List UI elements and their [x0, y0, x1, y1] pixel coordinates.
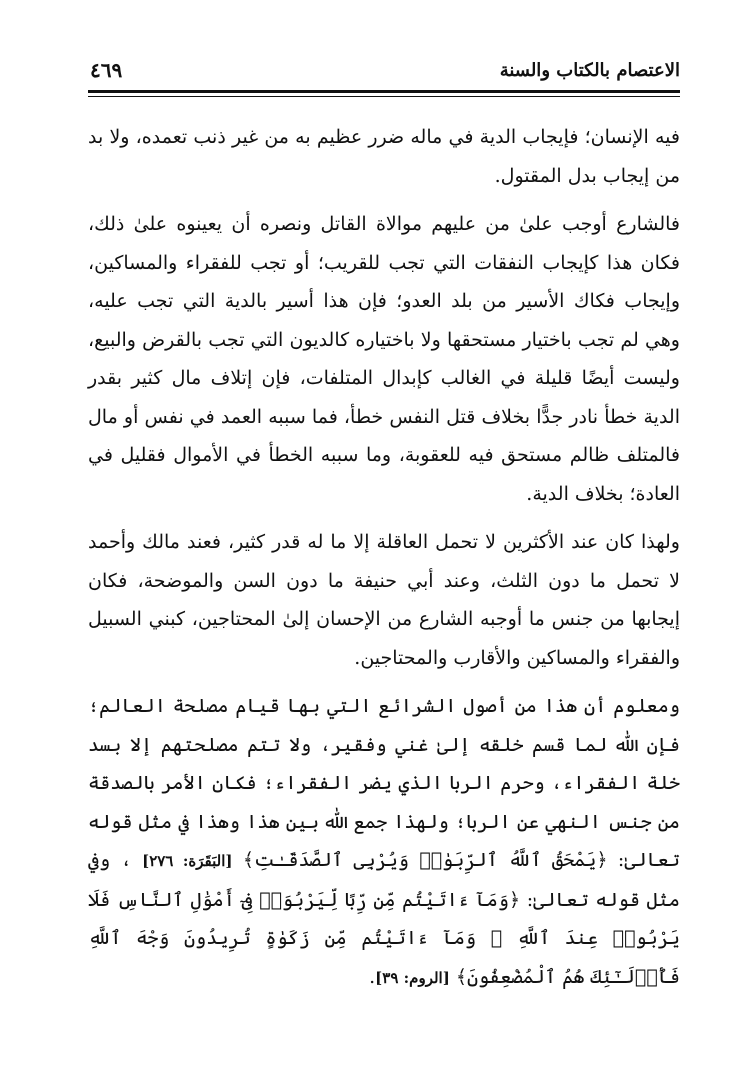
paragraph-4-text-end: . [369, 965, 376, 988]
running-header [90, 56, 680, 88]
book-title: الاعتصام بالكتاب والسنة [499, 60, 680, 81]
main-text [88, 118, 680, 1007]
quran-verse-1: ﴿يَمْحَقُ ٱللَّهُ ٱلرِّبَوٰا۟ وَيُرْبِى ٱلصَّدَقَـٰتِ﴾ [242, 849, 608, 871]
verse-reference-2: [الروم: ٣٩] [375, 968, 450, 987]
paragraph-3: ولهذا كان عند الأكثرين لا تحمل العاقلة إلا ما له قدر كثير، فعند مالك وأحمد لا تحمل ما دون الثلث، وعند أبي حنيفة ما دون السن والموضحة، فكان إيجابها من جنس ما أوجبه الشارع من الإحسان إلىٰ المحتاجين، كبني السبيل والفقراء والمساكين والأقارب والمحتاجين. [88, 531, 680, 669]
paragraph-2: فالشارع أوجب علىٰ من عليهم موالاة القاتل ونصره أن يعينوه علىٰ ذلك، فكان هذا كإيجاب النفقات التي تجب للقريب؛ أو تجب للفقراء والمساكين، وإيجاب فكاك الأسير من بلد العدو؛ فإن هذا أسير بالدية التي تجب عليه، وهي لم تجب باختيار مستحقها ولا باختياره كالديون التي تجب بالقرض والبيع، وليست أيضًا قليلة في الغالب كإبدال المتلفات، فإن إتلاف مال كثير بقدر الدية خطأ نادر جدًّا بخلاف قتل النفس خطأ، فما سببه العمد في نفس أو مال فالمتلف ظالم مستحق فيه للعقوبة، وما سببه الخطأ في الأموال فقليل في العادة؛ بخلاف الدية. [88, 213, 680, 505]
paragraph-4-text-middle: ، وفي مثل قوله تعالىٰ: [88, 849, 680, 911]
header-rule-thin [88, 96, 680, 97]
paragraph-4 [88, 687, 680, 997]
quran-verse-2: ﴿وَمَآ ءَاتَيْتُم مِّن رِّبًا لِّيَرْبُوَا۟ فِىٓ أَمْوَٰلِ ٱلنَّاسِ فَلَا يَرْبُوا۟ عِندَ ٱللَّهِ ۖ وَمَآ ءَاتَيْتُم مِّن زَكَوٰةٍ تُرِيدُونَ وَجْهَ ٱللَّهِ فَأُو۟لَـٰٓئِكَ هُمُ ٱلْمُضْعِفُونَ﴾ [88, 888, 680, 988]
paragraph-4-text-start: ومعلوم أن هذا من أصول الشرائع التي بها قيام مصلحة العالم؛ فإن اللّٰه لما قسم خلقه إلىٰ غني وفقير، ولا تتم مصلحتهم إلا بسد خلة الفقراء، وحرم الربا الذي يضر الفقراء؛ فكان الأمر بالصدقة من جنس النهي عن الربا؛ ولهذا جمع اللّٰه بين هذا وهذا في مثل قوله تعالىٰ: [88, 695, 680, 871]
verse-reference-1: [البَقَرَة: ٢٧٦] [142, 852, 233, 870]
page-number: ٤٦٩ [90, 58, 123, 82]
header-rule-thick [88, 90, 680, 93]
paragraph-1: فيه الإنسان؛ فإيجاب الدية في ماله ضرر عظيم به من غير ذنب تعمده، ولا بد من إيجاب بدل المقتول. [88, 126, 680, 187]
